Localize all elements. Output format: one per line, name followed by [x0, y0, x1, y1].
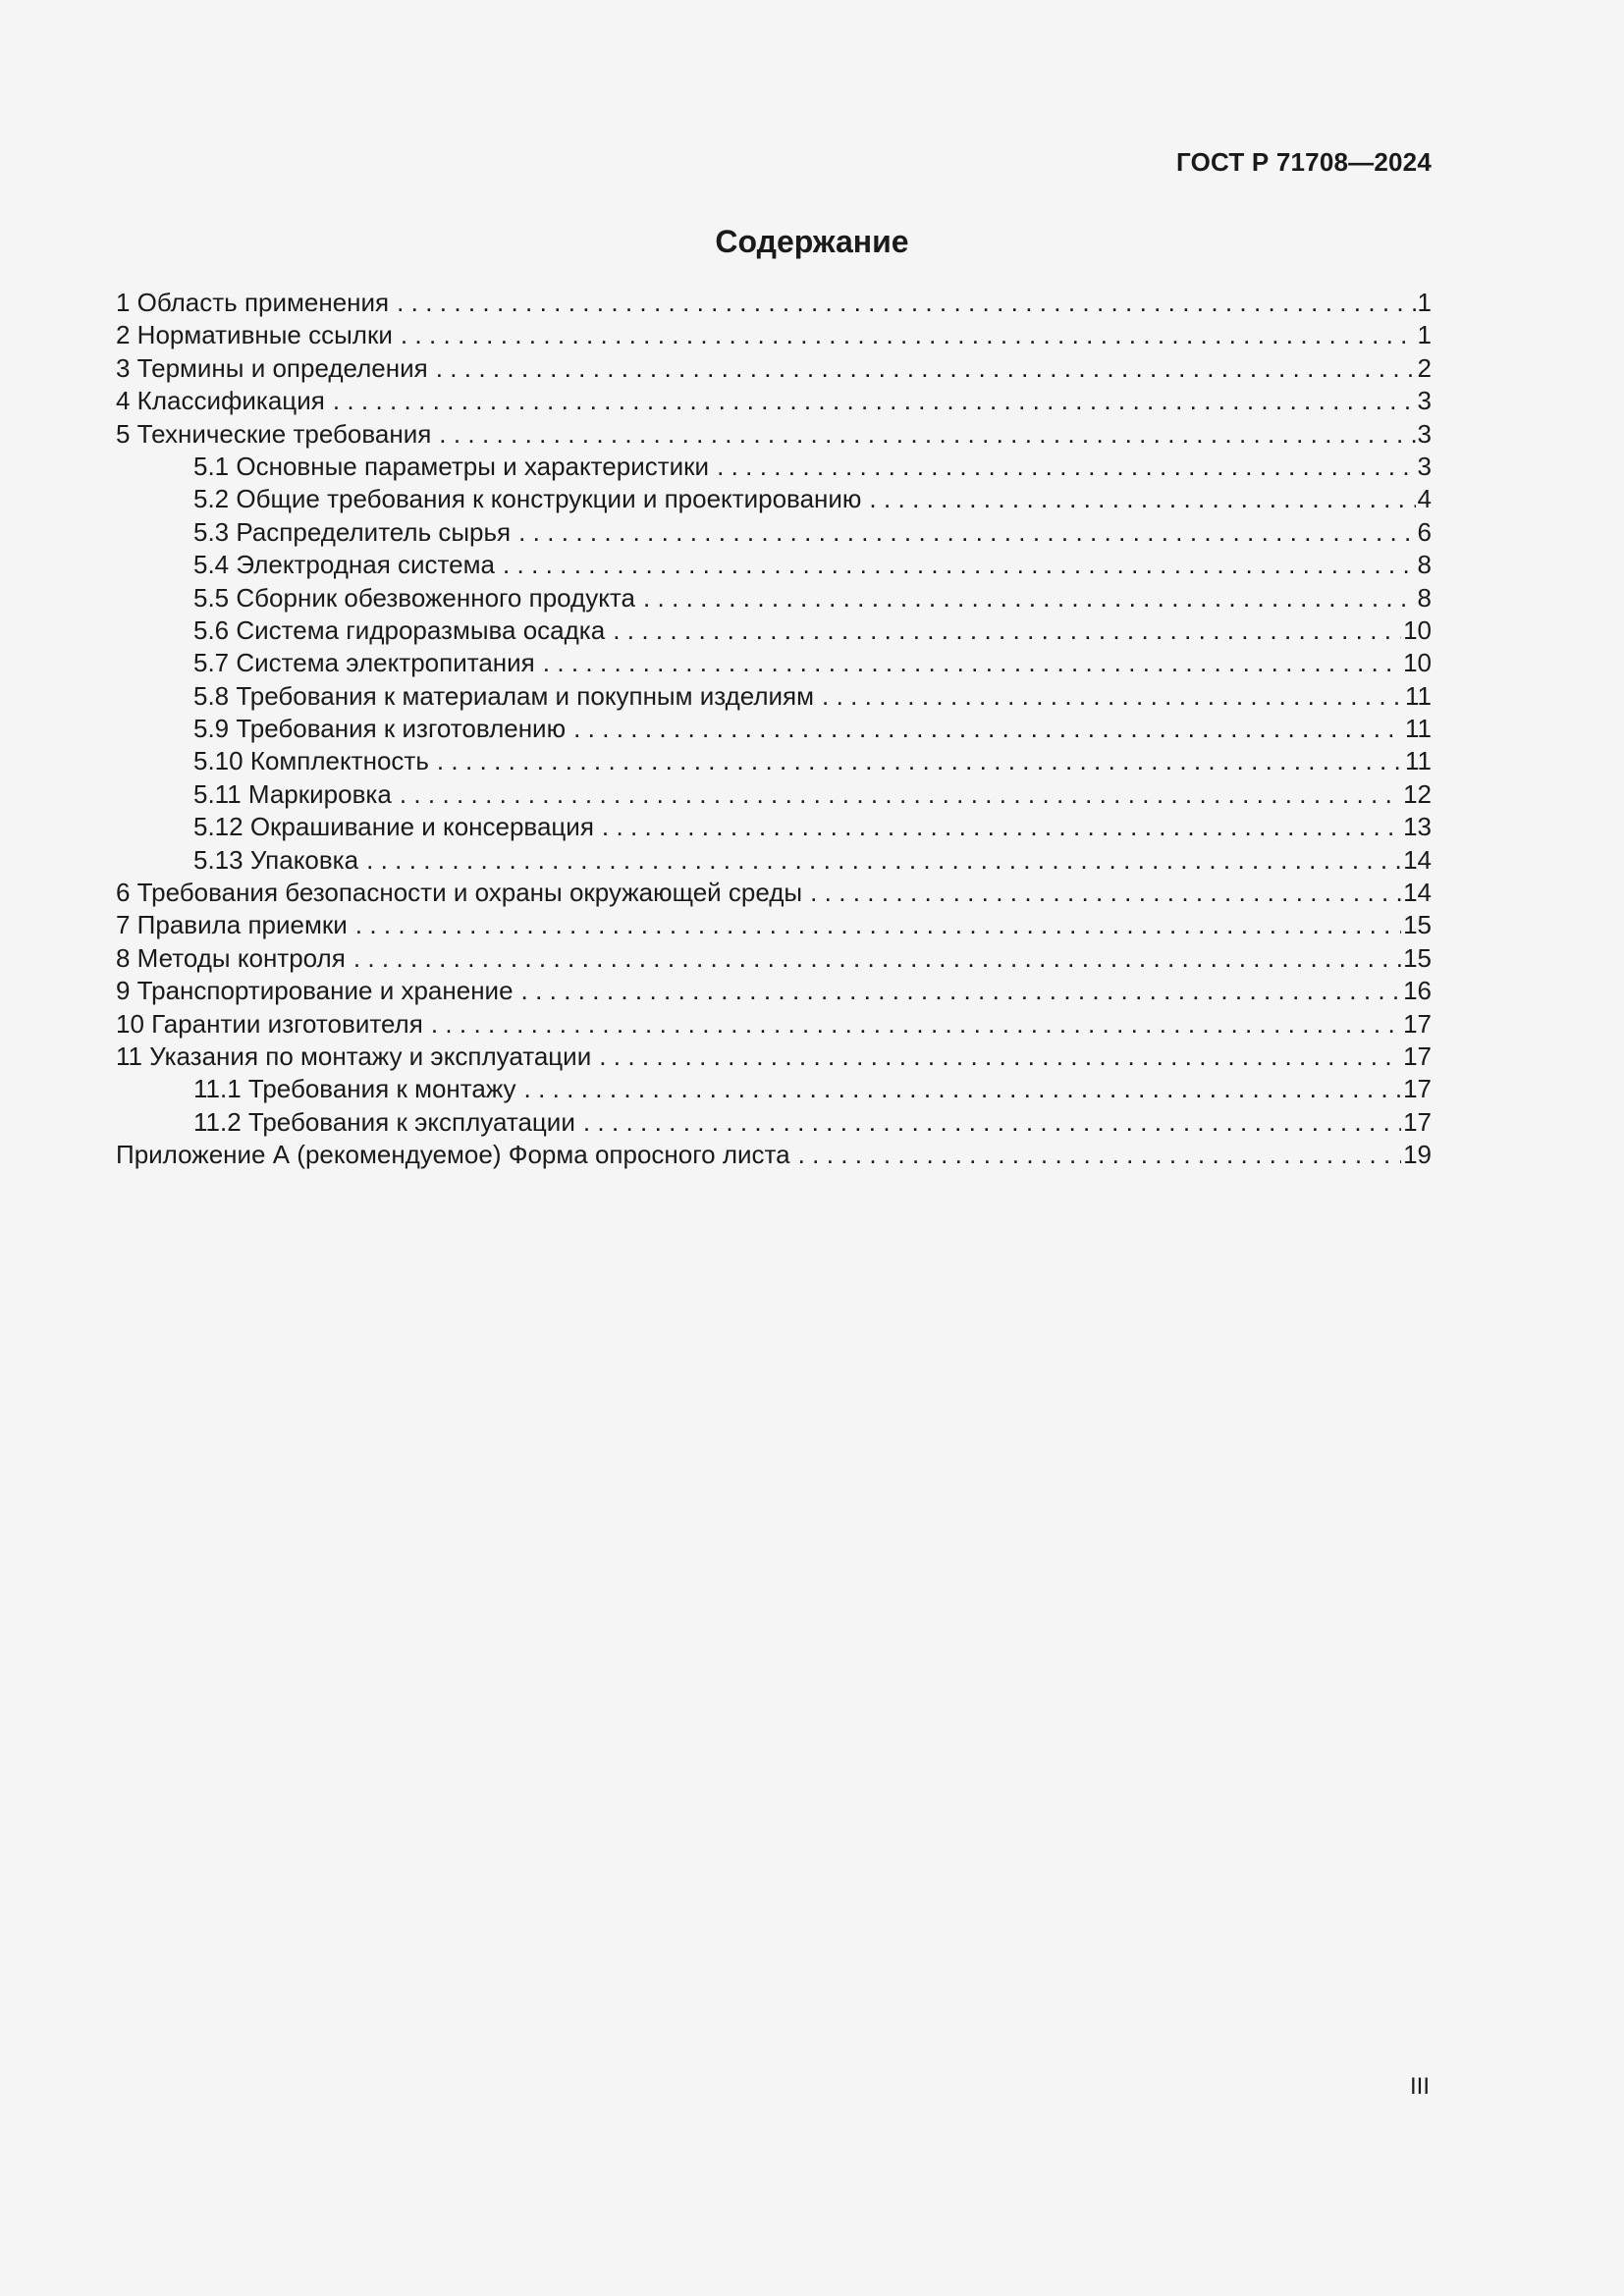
- toc-entry-label: 5.1 Основные параметры и характеристики: [193, 451, 710, 481]
- toc-entry-label: 11.1 Требования к монтажу: [193, 1074, 516, 1104]
- toc-entry[interactable]: [116, 516, 1432, 549]
- toc-entry-page: 12: [1403, 778, 1432, 809]
- toc-entry[interactable]: [116, 319, 1432, 351]
- toc-entry[interactable]: [116, 844, 1432, 877]
- toc-entry[interactable]: [116, 549, 1432, 581]
- toc-entry[interactable]: [116, 1008, 1432, 1041]
- toc-title: Содержание: [715, 224, 909, 259]
- toc-entry-page: 11: [1405, 746, 1432, 776]
- toc-entry[interactable]: [116, 1106, 1432, 1139]
- toc-entry-label: 3 Термины и определения: [116, 352, 428, 383]
- toc-dot-leader: [810, 877, 1401, 909]
- toc-dot-leader: [822, 680, 1403, 713]
- toc-entry-label: 5.12 Окрашивание и консервация: [193, 812, 594, 842]
- toc-entry[interactable]: [116, 483, 1432, 515]
- toc-entry-label: 9 Транспортирование и хранение: [116, 976, 514, 1006]
- toc-entry-page: 10: [1403, 614, 1432, 645]
- page-number: III: [1409, 2073, 1430, 2100]
- toc-entry[interactable]: [116, 975, 1432, 1007]
- toc-dot-leader: [643, 582, 1416, 614]
- toc-entry-label: 5.5 Сборник обезвоженного продукта: [193, 582, 635, 613]
- toc-dot-leader: [355, 909, 1401, 941]
- toc-entry-page: 6: [1417, 516, 1432, 547]
- toc-entry-page: 2: [1417, 352, 1432, 383]
- toc-entry-label: 8 Методы контроля: [116, 942, 346, 973]
- toc-entry-page: 17: [1403, 1074, 1432, 1104]
- toc-list: [116, 287, 1432, 1172]
- toc-dot-leader: [613, 614, 1401, 647]
- toc-dot-leader: [397, 287, 1415, 319]
- toc-dot-leader: [717, 451, 1415, 483]
- toc-dot-leader: [583, 1106, 1401, 1139]
- toc-entry[interactable]: [116, 1073, 1432, 1105]
- toc-entry-label: 11 Указания по монтажу и эксплуатации: [116, 1041, 592, 1071]
- toc-entry-label: 5.13 Упаковка: [193, 844, 359, 875]
- toc-entry-page: 1: [1417, 288, 1432, 317]
- toc-entry-label: Приложение А (рекомендуемое) Форма опросного листа: [116, 1140, 790, 1170]
- toc-dot-leader: [602, 811, 1401, 843]
- toc-entry-page: 11: [1405, 680, 1432, 711]
- toc-dot-leader: [401, 319, 1416, 351]
- toc-dot-leader: [353, 942, 1401, 975]
- toc-entry-page: 14: [1403, 844, 1432, 875]
- toc-entry[interactable]: [116, 385, 1432, 417]
- toc-entry[interactable]: [116, 647, 1432, 679]
- toc-entry-page: 16: [1403, 976, 1432, 1006]
- toc-entry-label: 6 Требования безопасности и охраны окружающей среды: [116, 878, 803, 908]
- toc-entry-label: 2 Нормативные ссылки: [116, 320, 393, 350]
- toc-dot-leader: [524, 1073, 1402, 1105]
- toc-entry[interactable]: [116, 614, 1432, 647]
- toc-dot-leader: [437, 745, 1403, 777]
- toc-entry-label: 5.10 Комплектность: [193, 746, 429, 776]
- toc-entry[interactable]: [116, 352, 1432, 385]
- toc-entry-label: 5 Технические требования: [116, 418, 432, 449]
- toc-entry-label: 4 Классификация: [116, 386, 325, 416]
- toc-entry[interactable]: [116, 778, 1432, 811]
- toc-dot-leader: [400, 778, 1401, 811]
- toc-entry-page: 4: [1417, 484, 1432, 514]
- toc-entry-page: 10: [1403, 648, 1432, 678]
- toc-dot-leader: [798, 1139, 1401, 1171]
- toc-entry-page: 15: [1403, 942, 1432, 973]
- toc-entry[interactable]: [116, 451, 1432, 483]
- document-code: ГОСТ Р 71708—2024: [1176, 147, 1432, 177]
- toc-entry-page: 13: [1403, 812, 1432, 842]
- toc-entry[interactable]: [116, 680, 1432, 713]
- toc-entry-label: 5.11 Маркировка: [193, 778, 392, 809]
- toc-entry-page: 3: [1417, 418, 1432, 449]
- toc-entry[interactable]: [116, 713, 1432, 745]
- toc-entry-page: 17: [1403, 1008, 1432, 1039]
- toc-entry-page: 8: [1417, 582, 1432, 613]
- toc-dot-leader: [521, 975, 1402, 1007]
- toc-entry-page: 14: [1403, 878, 1432, 908]
- toc-dot-leader: [439, 418, 1415, 451]
- toc-entry[interactable]: [116, 909, 1432, 941]
- toc-entry[interactable]: [116, 287, 1432, 319]
- toc-entry-page: 15: [1403, 910, 1432, 940]
- toc-entry[interactable]: [116, 745, 1432, 777]
- toc-dot-leader: [333, 385, 1416, 417]
- toc-entry-label: 5.9 Требования к изготовлению: [193, 714, 567, 744]
- toc-entry-label: 5.4 Электродная система: [193, 550, 495, 580]
- toc-entry-page: 1: [1417, 320, 1432, 350]
- toc-entry[interactable]: [116, 582, 1432, 614]
- toc-entry-label: 5.6 Система гидроразмыва осадка: [193, 614, 606, 645]
- toc-dot-leader: [366, 844, 1401, 877]
- toc-entry-label: 5.3 Распределитель сырья: [193, 516, 512, 547]
- toc-dot-leader: [436, 352, 1416, 385]
- toc-dot-leader: [599, 1041, 1401, 1073]
- toc-entry-page: 19: [1403, 1140, 1432, 1170]
- toc-entry[interactable]: [116, 1041, 1432, 1073]
- toc-entry-page: 3: [1417, 386, 1432, 416]
- toc-entry-label: 5.2 Общие требования к конструкции и проектированию: [193, 484, 862, 514]
- toc-entry-label: 11.2 Требования к эксплуатации: [193, 1106, 575, 1137]
- toc-entry[interactable]: [116, 942, 1432, 975]
- toc-entry-page: 3: [1417, 451, 1432, 481]
- toc-entry[interactable]: [116, 1139, 1432, 1171]
- toc-entry-page: 17: [1403, 1041, 1432, 1071]
- toc-entry[interactable]: [116, 418, 1432, 451]
- toc-entry-page: 11: [1405, 714, 1432, 744]
- toc-dot-leader: [573, 713, 1403, 745]
- toc-dot-leader: [869, 483, 1415, 515]
- toc-entry-label: 5.8 Требования к материалам и покупным изделиям: [193, 680, 815, 711]
- toc-dot-leader: [518, 516, 1415, 549]
- toc-entry[interactable]: [116, 877, 1432, 909]
- toc-dot-leader: [503, 549, 1416, 581]
- toc-entry-label: 1 Область применения: [116, 288, 390, 317]
- toc-entry-label: 10 Гарантии изготовителя: [116, 1008, 423, 1039]
- toc-entry[interactable]: [116, 811, 1432, 843]
- toc-entry-label: 5.7 Система электропитания: [193, 648, 535, 678]
- toc-dot-leader: [431, 1008, 1401, 1041]
- toc-entry-label: 7 Правила приемки: [116, 910, 348, 940]
- toc-entry-page: 8: [1417, 550, 1432, 580]
- toc-entry-page: 17: [1403, 1106, 1432, 1137]
- toc-dot-leader: [543, 647, 1401, 679]
